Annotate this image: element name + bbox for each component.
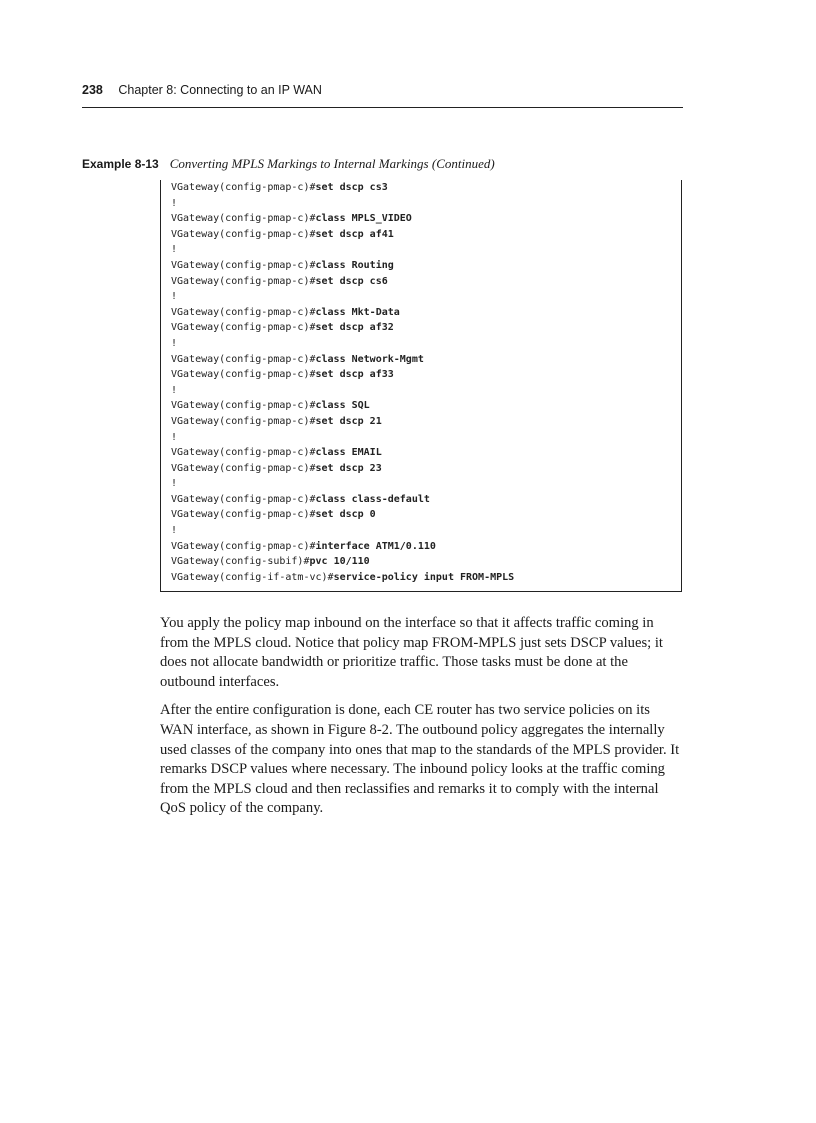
- code-prompt: VGateway(config-pmap-c)#: [171, 353, 316, 365]
- code-prompt: VGateway(config-pmap-c)#: [171, 322, 316, 334]
- running-header: [82, 83, 683, 108]
- code-prompt: !: [171, 384, 178, 396]
- code-command: class Network-Mgmt: [315, 353, 424, 365]
- example-caption: [82, 156, 495, 172]
- code-prompt: VGateway(config-pmap-c)#: [171, 275, 316, 287]
- code-line: [171, 539, 514, 555]
- code-command: pvc 10/110: [309, 556, 370, 568]
- code-line: [171, 445, 514, 461]
- page-number: 238: [82, 83, 103, 97]
- code-line: [171, 430, 514, 446]
- code-prompt: VGateway(config-pmap-c)#: [171, 259, 316, 271]
- code-command: class class-default: [315, 493, 430, 505]
- code-line: [171, 227, 514, 243]
- code-line: [171, 383, 514, 399]
- code-command: set dscp cs3: [315, 182, 388, 193]
- paragraph: After the entire configuration is done, each CE router has two service policies on its WAN interface, as shown in Figure 8-2. The outbound policy aggregates the internally used classes of the company into ones that map to the standards of the MPLS provider. It remarks DSCP values where necessary. The inbound policy looks at the traffic coming from the MPLS cloud and then reclassifies and remarks it to comply with the internal QoS policy of the company.: [160, 702, 680, 817]
- code-line: [171, 507, 514, 523]
- code-prompt: VGateway(config-pmap-c)#: [171, 540, 316, 552]
- code-prompt: VGateway(config-pmap-c)#: [171, 509, 316, 521]
- body-text: [160, 614, 684, 828]
- paragraph: You apply the policy map inbound on the interface so that it affects traffic coming in from the MPLS cloud. Notice that policy map FROM-MPLS just sets DSCP values; it does not allocate bandwidth or prioritize traffic. Those tasks must be done at the outbound interfaces.: [160, 615, 663, 690]
- code-line: [171, 398, 514, 414]
- code-command: set dscp 23: [315, 462, 382, 474]
- code-line: [171, 196, 514, 212]
- code-prompt: VGateway(config-pmap-c)#: [171, 415, 316, 427]
- code-line: [171, 414, 514, 430]
- code-line: [171, 476, 514, 492]
- code-line: [171, 289, 514, 305]
- code-command: class EMAIL: [315, 447, 382, 459]
- code-command: class Mkt-Data: [315, 306, 400, 318]
- code-command: class MPLS_VIDEO: [315, 213, 412, 225]
- code-line: [171, 336, 514, 352]
- code-prompt: !: [171, 478, 178, 490]
- code-line: [171, 570, 514, 586]
- code-prompt: VGateway(config-pmap-c)#: [171, 462, 316, 474]
- chapter-title: Chapter 8: Connecting to an IP WAN: [118, 83, 322, 97]
- code-prompt: VGateway(config-pmap-c)#: [171, 400, 316, 412]
- code-prompt: VGateway(config-subif)#: [171, 556, 310, 568]
- code-command: set dscp 21: [315, 415, 382, 427]
- code-line: [171, 352, 514, 368]
- code-prompt: !: [171, 431, 178, 443]
- code-line: [171, 180, 514, 196]
- code-command: service-policy input FROM-MPLS: [333, 571, 515, 583]
- code-prompt: VGateway(config-if-atm-vc)#: [171, 571, 334, 583]
- code-prompt: !: [171, 525, 178, 537]
- code-prompt: VGateway(config-pmap-c)#: [171, 306, 316, 318]
- code-prompt: VGateway(config-pmap-c)#: [171, 493, 316, 505]
- code-prompt: !: [171, 291, 178, 303]
- code-line: [171, 211, 514, 227]
- code-prompt: !: [171, 337, 178, 349]
- code-command: class Routing: [315, 259, 394, 271]
- code-command: class SQL: [315, 400, 370, 412]
- code-command: set dscp af32: [315, 322, 394, 334]
- example-title: Converting MPLS Markings to Internal Markings (Continued): [169, 156, 495, 171]
- code-line: [171, 461, 514, 477]
- code-line: [171, 274, 514, 290]
- code-command: set dscp cs6: [315, 275, 388, 287]
- code-line: [171, 554, 514, 570]
- code-prompt: VGateway(config-pmap-c)#: [171, 228, 316, 240]
- code-line: [171, 242, 514, 258]
- code-prompt: VGateway(config-pmap-c)#: [171, 182, 316, 193]
- code-prompt: !: [171, 244, 178, 256]
- code-line: [171, 367, 514, 383]
- code-command: set dscp af33: [315, 369, 394, 381]
- code-line: [171, 320, 514, 336]
- code-line: [171, 523, 514, 539]
- code-command: set dscp af41: [315, 228, 394, 240]
- code-prompt: VGateway(config-pmap-c)#: [171, 213, 316, 225]
- code-line: [171, 492, 514, 508]
- code-command: set dscp 0: [315, 509, 376, 521]
- code-command: interface ATM1/0.110: [315, 540, 436, 552]
- code-listing: [160, 180, 682, 592]
- code-prompt: !: [171, 197, 178, 209]
- code-lines: [171, 180, 514, 585]
- code-prompt: VGateway(config-pmap-c)#: [171, 369, 316, 381]
- code-line: [171, 258, 514, 274]
- example-label: Example 8-13: [82, 157, 159, 171]
- code-prompt: VGateway(config-pmap-c)#: [171, 447, 316, 459]
- code-line: [171, 305, 514, 321]
